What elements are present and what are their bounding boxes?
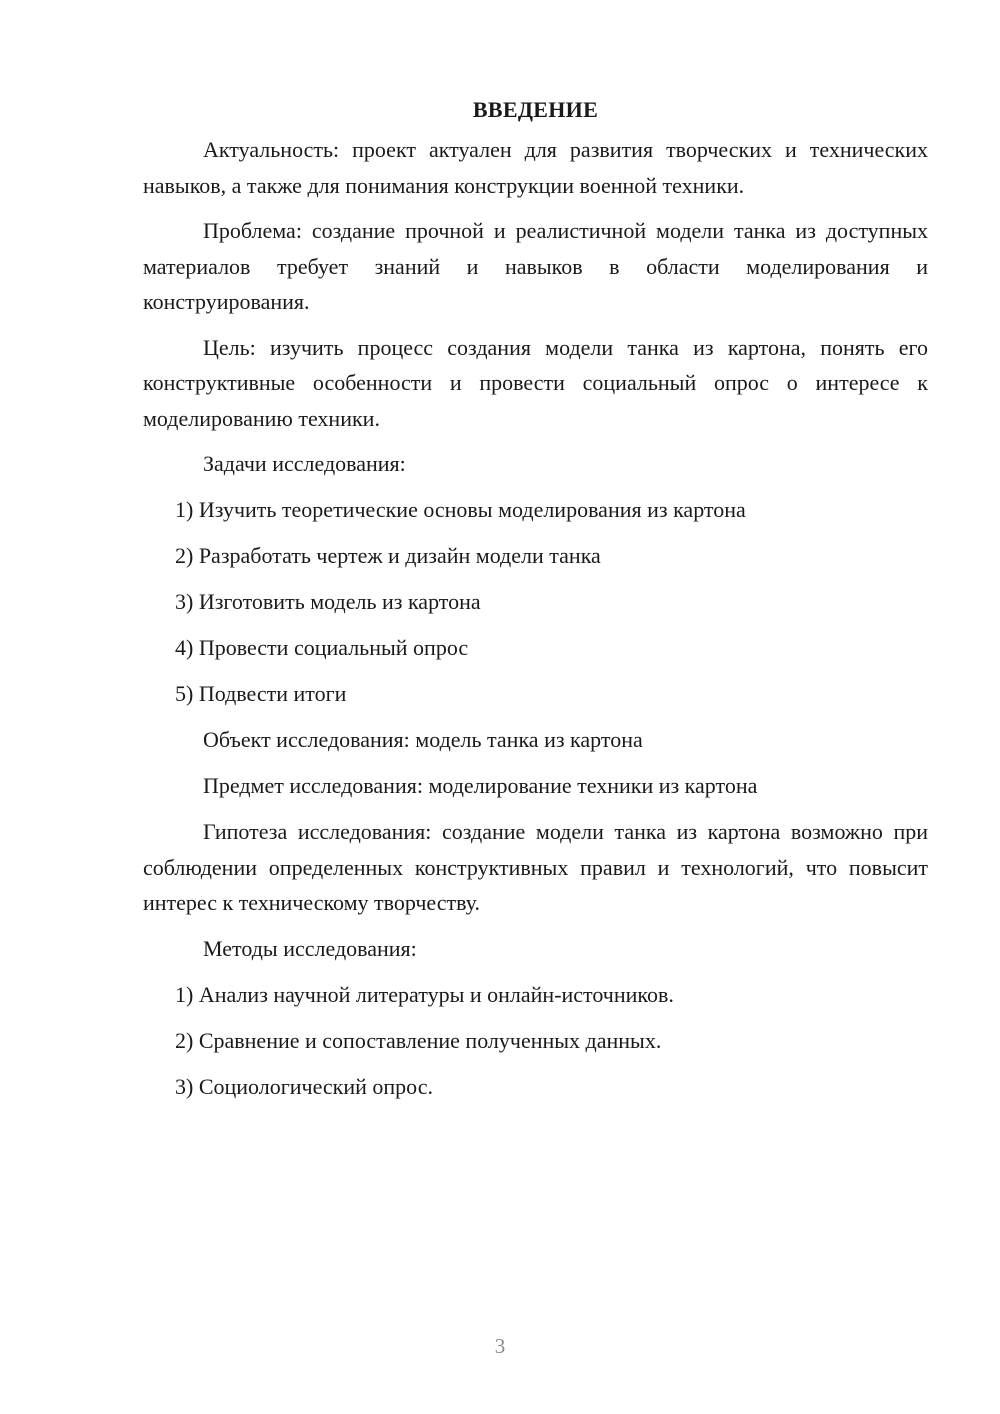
list-item: 1) Изучить теоретические основы моделирования из картона (175, 497, 746, 522)
paragraph-hypothesis: Гипотеза исследования: создание модели танка из картона возможно при соблюдении определенных конструктивных правил и технологий, что повысит интерес к техническому творчеству. (143, 819, 928, 915)
research-object: Объект исследования: модель танка из картона (203, 727, 643, 752)
document-page (143, 92, 928, 1115)
list-item: 3) Изготовить модель из картона (175, 589, 481, 614)
list-item: 1) Анализ научной литературы и онлайн-источников. (175, 981, 674, 1007)
list-item: 4) Провести социальный опрос (175, 635, 469, 660)
list-item: 2) Сравнение и сопоставление полученных данных. (175, 1027, 662, 1053)
research-subject: Предмет исследования: моделирование техники из картона (203, 773, 758, 798)
paragraph-goal: Цель: изучить процесс создания модели танка из картона, понять его конструктивные особенности и провести социальный опрос о интересе к моделированию техники. (143, 334, 928, 431)
section-heading: ВВЕДЕНИЕ (472, 97, 599, 122)
paragraph-relevance: Актуальность: проект актуален для развития творческих и технических навыков, а также для понимания конструкции военной техники. (143, 137, 928, 198)
tasks-label: Задачи исследования: (203, 451, 406, 476)
paragraph-problem: Проблема: создание прочной и реалистичной модели танка из доступных материалов требует знаний и навыков в области моделирования и конструирования. (143, 218, 928, 314)
methods-label: Методы исследования: (203, 935, 417, 961)
list-item: 3) Социологический опрос. (175, 1073, 433, 1099)
page-number: 3 (494, 1334, 506, 1358)
list-item: 2) Разработать чертеж и дизайн модели танка (175, 543, 601, 568)
list-item: 5) Подвести итоги (175, 681, 347, 706)
